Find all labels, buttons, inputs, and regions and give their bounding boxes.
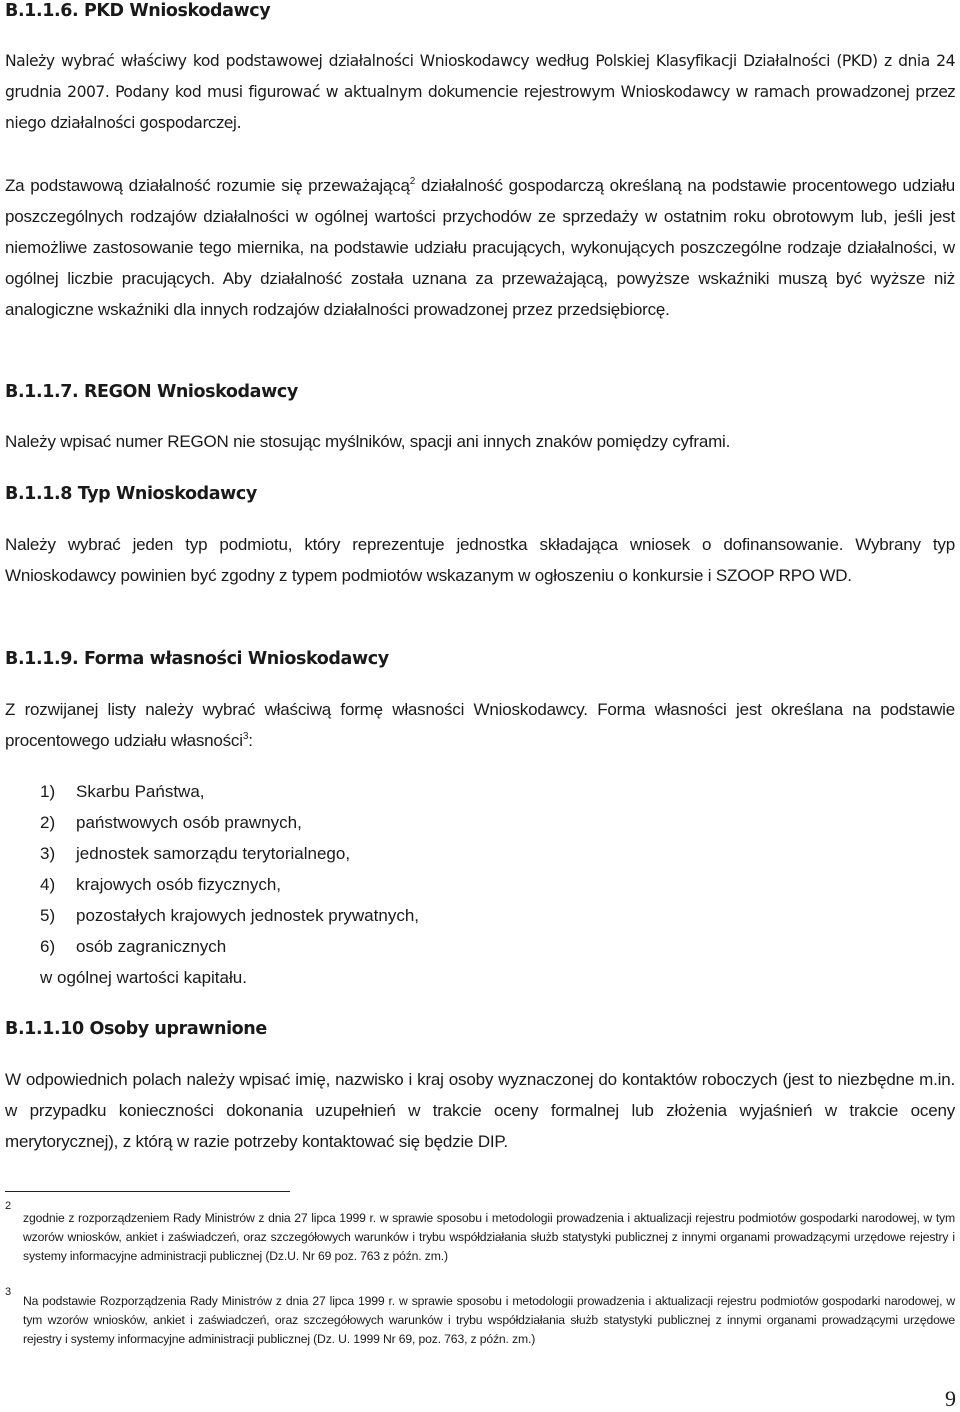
paragraph-pkd-intro: Należy wybrać właściwy kod podstawowej działalności Wnioskodawcy według Polskiej Klasyfikacji Działalności (PKD) z dnia 24 grudnia 2007. Podany kod musi figurować w aktualnym dokumencie rejestrowym Wnioskodawcy w ramach prowadzonej przez niego działalności gospodarczej. — [5, 52, 955, 132]
footnote-number: 3 — [5, 1286, 11, 1298]
list-item — [40, 776, 955, 807]
pkd-definition-part1: Za podstawową działalność rozumie się przeważającą — [5, 176, 410, 195]
paragraph-pkd-definition — [5, 170, 955, 325]
footnote-number: 2 — [5, 1200, 11, 1212]
paragraph-typ: Należy wybrać jeden typ podmiotu, który reprezentuje jednostka składająca wniosek o dofinansowanie. Wybrany typ Wnioskodawcy powinien być zgodny z typem podmiotów wskazanym w ogłoszeniu o konkursie i SZOOP RPO WD. — [5, 535, 955, 585]
list-item-number: 3) — [40, 844, 56, 863]
page-number: 9 — [945, 1386, 956, 1411]
list-item — [40, 869, 955, 900]
list-item-text: osób zagranicznych — [76, 937, 227, 956]
heading-pkd: B.1.1.6. PKD Wnioskodawcy — [5, 1, 271, 21]
list-item-text: krajowych osób fizycznych, — [76, 875, 282, 894]
footnote-ref-3[interactable]: 3 — [242, 731, 249, 742]
ownership-list-footer: w ogólnej wartości kapitału. — [40, 968, 247, 987]
list-item-text: pozostałych krajowych jednostek prywatnych, — [76, 906, 419, 925]
list-item-text: państwowych osób prawnych, — [76, 813, 302, 832]
list-item — [40, 900, 955, 931]
list-item-number: 4) — [40, 875, 56, 894]
footnote-separator — [5, 1191, 290, 1192]
footnote-2 — [5, 1200, 955, 1266]
paragraph-regon: Należy wpisać numer REGON nie stosując myślników, spacji ani innych znaków pomiędzy cyframi. — [5, 432, 731, 451]
list-item-text: jednostek samorządu terytorialnego, — [76, 844, 351, 863]
paragraph-forma — [5, 694, 955, 756]
pkd-definition-part2: działalność gospodarczą określaną na podstawie procentowego udziału poszczególnych rodzajów działalności w ogólnej wartości przychodów ze sprzedaży w ostatnim roku obrotowym lub, jeśli jest niemożliwe zastosowanie tego miernika, na podstawie udziału pracujących, wykonujących poszczególne rodzaje działalności, w ogólnej liczbie pracujących. Aby działalność została uznana za przeważającą, powyższe wskaźniki muszą być wyższe niż analogiczne wskaźniki dla innych rodzajów działalności prowadzonej przez przedsiębiorcę. — [5, 176, 956, 319]
heading-osoby: B.1.1.10 Osoby uprawnione — [5, 1019, 267, 1039]
list-item-number: 6) — [40, 937, 56, 956]
ownership-list — [5, 776, 955, 962]
list-item-number: 2) — [40, 813, 56, 832]
list-item — [40, 931, 955, 962]
heading-typ: B.1.1.8 Typ Wnioskodawcy — [5, 484, 257, 504]
list-item — [40, 838, 955, 869]
list-item-text: Skarbu Państwa, — [76, 782, 205, 801]
list-item-number: 1) — [40, 782, 56, 801]
heading-regon: B.1.1.7. REGON Wnioskodawcy — [5, 382, 298, 402]
forma-part1: Z rozwijanej listy należy wybrać właściwą formę własności Wnioskodawcy. Forma własności jest określana na podstawie procentowego udziału własności — [5, 700, 955, 750]
paragraph-osoby: W odpowiednich polach należy wpisać imię, nazwisko i kraj osoby wyznaczonej do kontaktów roboczych (jest to niezbędne m.in. w przypadku konieczności dokonania uzupełnień w trakcie oceny formalnej lub złożenia wyjaśnień w trakcie oceny merytorycznej), z którą w razie potrzeby kontaktować się będzie DIP. — [5, 1070, 955, 1151]
list-item — [40, 807, 955, 838]
list-item-number: 5) — [40, 906, 56, 925]
footnote-3 — [5, 1286, 955, 1349]
footnote-text: zgodnie z rozporządzeniem Rady Ministrów z dnia 27 lipca 1999 r. w sprawie sposobu i metodologii prowadzenia i aktualizacji rejestru podmiotów gospodarki narodowej, w tym wzorów wniosków, ankiet i zaświadczeń, oraz szczegółowych warunków i trybu współdziałania służb statystyki publicznej z innymi organami prowadzącymi urzędowe rejestry i systemy informacyjne administracji publicznej (Dz.U. Nr 69 poz. 763 z późn. zm.) — [23, 1211, 955, 1263]
forma-part2: : — [248, 731, 253, 750]
footnote-ref-2[interactable]: 2 — [409, 176, 416, 187]
footnote-text: Na podstawie Rozporządzenia Rady Ministrów z dnia 27 lipca 1999 r. w sprawie sposobu i metodologii prowadzenia i aktualizacji rejestru podmiotów gospodarki narodowej, w tym wzorów wniosków, ankiet i zaświadczeń, oraz szczegółowych warunków i trybu współdziałania służb statystyki publicznej z innymi organami prowadzącymi urzędowe rejestry i systemy informacyjne administracji publicznej (Dz. U. 1999 Nr 69, poz. 763, z późn. zm.) — [23, 1294, 955, 1346]
heading-forma: B.1.1.9. Forma własności Wnioskodawcy — [5, 649, 389, 669]
